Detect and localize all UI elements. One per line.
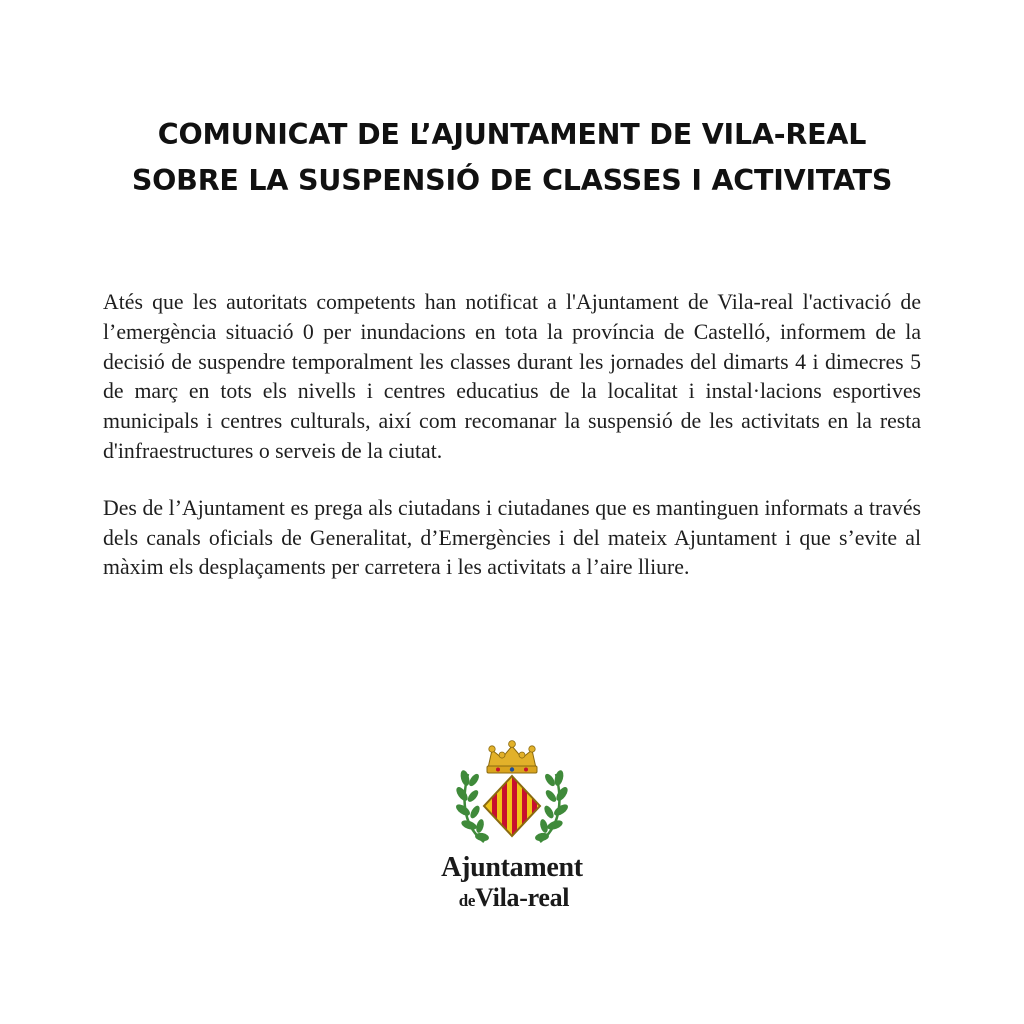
logo-line-1: Ajuntament	[441, 852, 583, 883]
title-line-2: SOBRE LA SUSPENSIÓ DE CLASSES I ACTIVITATS	[131, 164, 893, 197]
logo-city: Vila-real	[475, 883, 570, 912]
announcement-body	[103, 288, 921, 583]
logo-line-2	[0, 884, 1024, 915]
logo-prefix: de	[458, 891, 476, 910]
crown	[487, 741, 537, 773]
title-line-1: COMUNICAT DE L’AJUNTAMENT DE VILA-REAL	[157, 118, 867, 151]
page-title	[0, 112, 1024, 204]
paragraph-1: Atés que les autoritats competents han notificat a l'Ajuntament de Vila-real l'activació de l’emergència situació 0 per inundacions en tota la província de Castelló, informem de la decisió de suspendre temporalment les classes durant les jornades del dimarts 4 i dimecres 5 de març en tots els nivells i centres educatius de la localitat i instal·lacions esportives municipals i centres culturals, així com recomanar la suspensió de les activitats en la resta d'infraestructures o serveis de la ciutat.	[103, 290, 921, 463]
coat-of-arms-icon	[454, 738, 570, 848]
shield	[484, 774, 540, 838]
logo-wordmark	[0, 852, 1024, 915]
paragraph-2: Des de l’Ajuntament es prega als ciutadans i ciutadanes que es mantinguen informats a través dels canals oficials de Generalitat, d’Emergències i del mateix Ajuntament i que s’evite al màxim els desplaçaments per carretera i les activitats a l’aire lliure.	[103, 495, 921, 580]
